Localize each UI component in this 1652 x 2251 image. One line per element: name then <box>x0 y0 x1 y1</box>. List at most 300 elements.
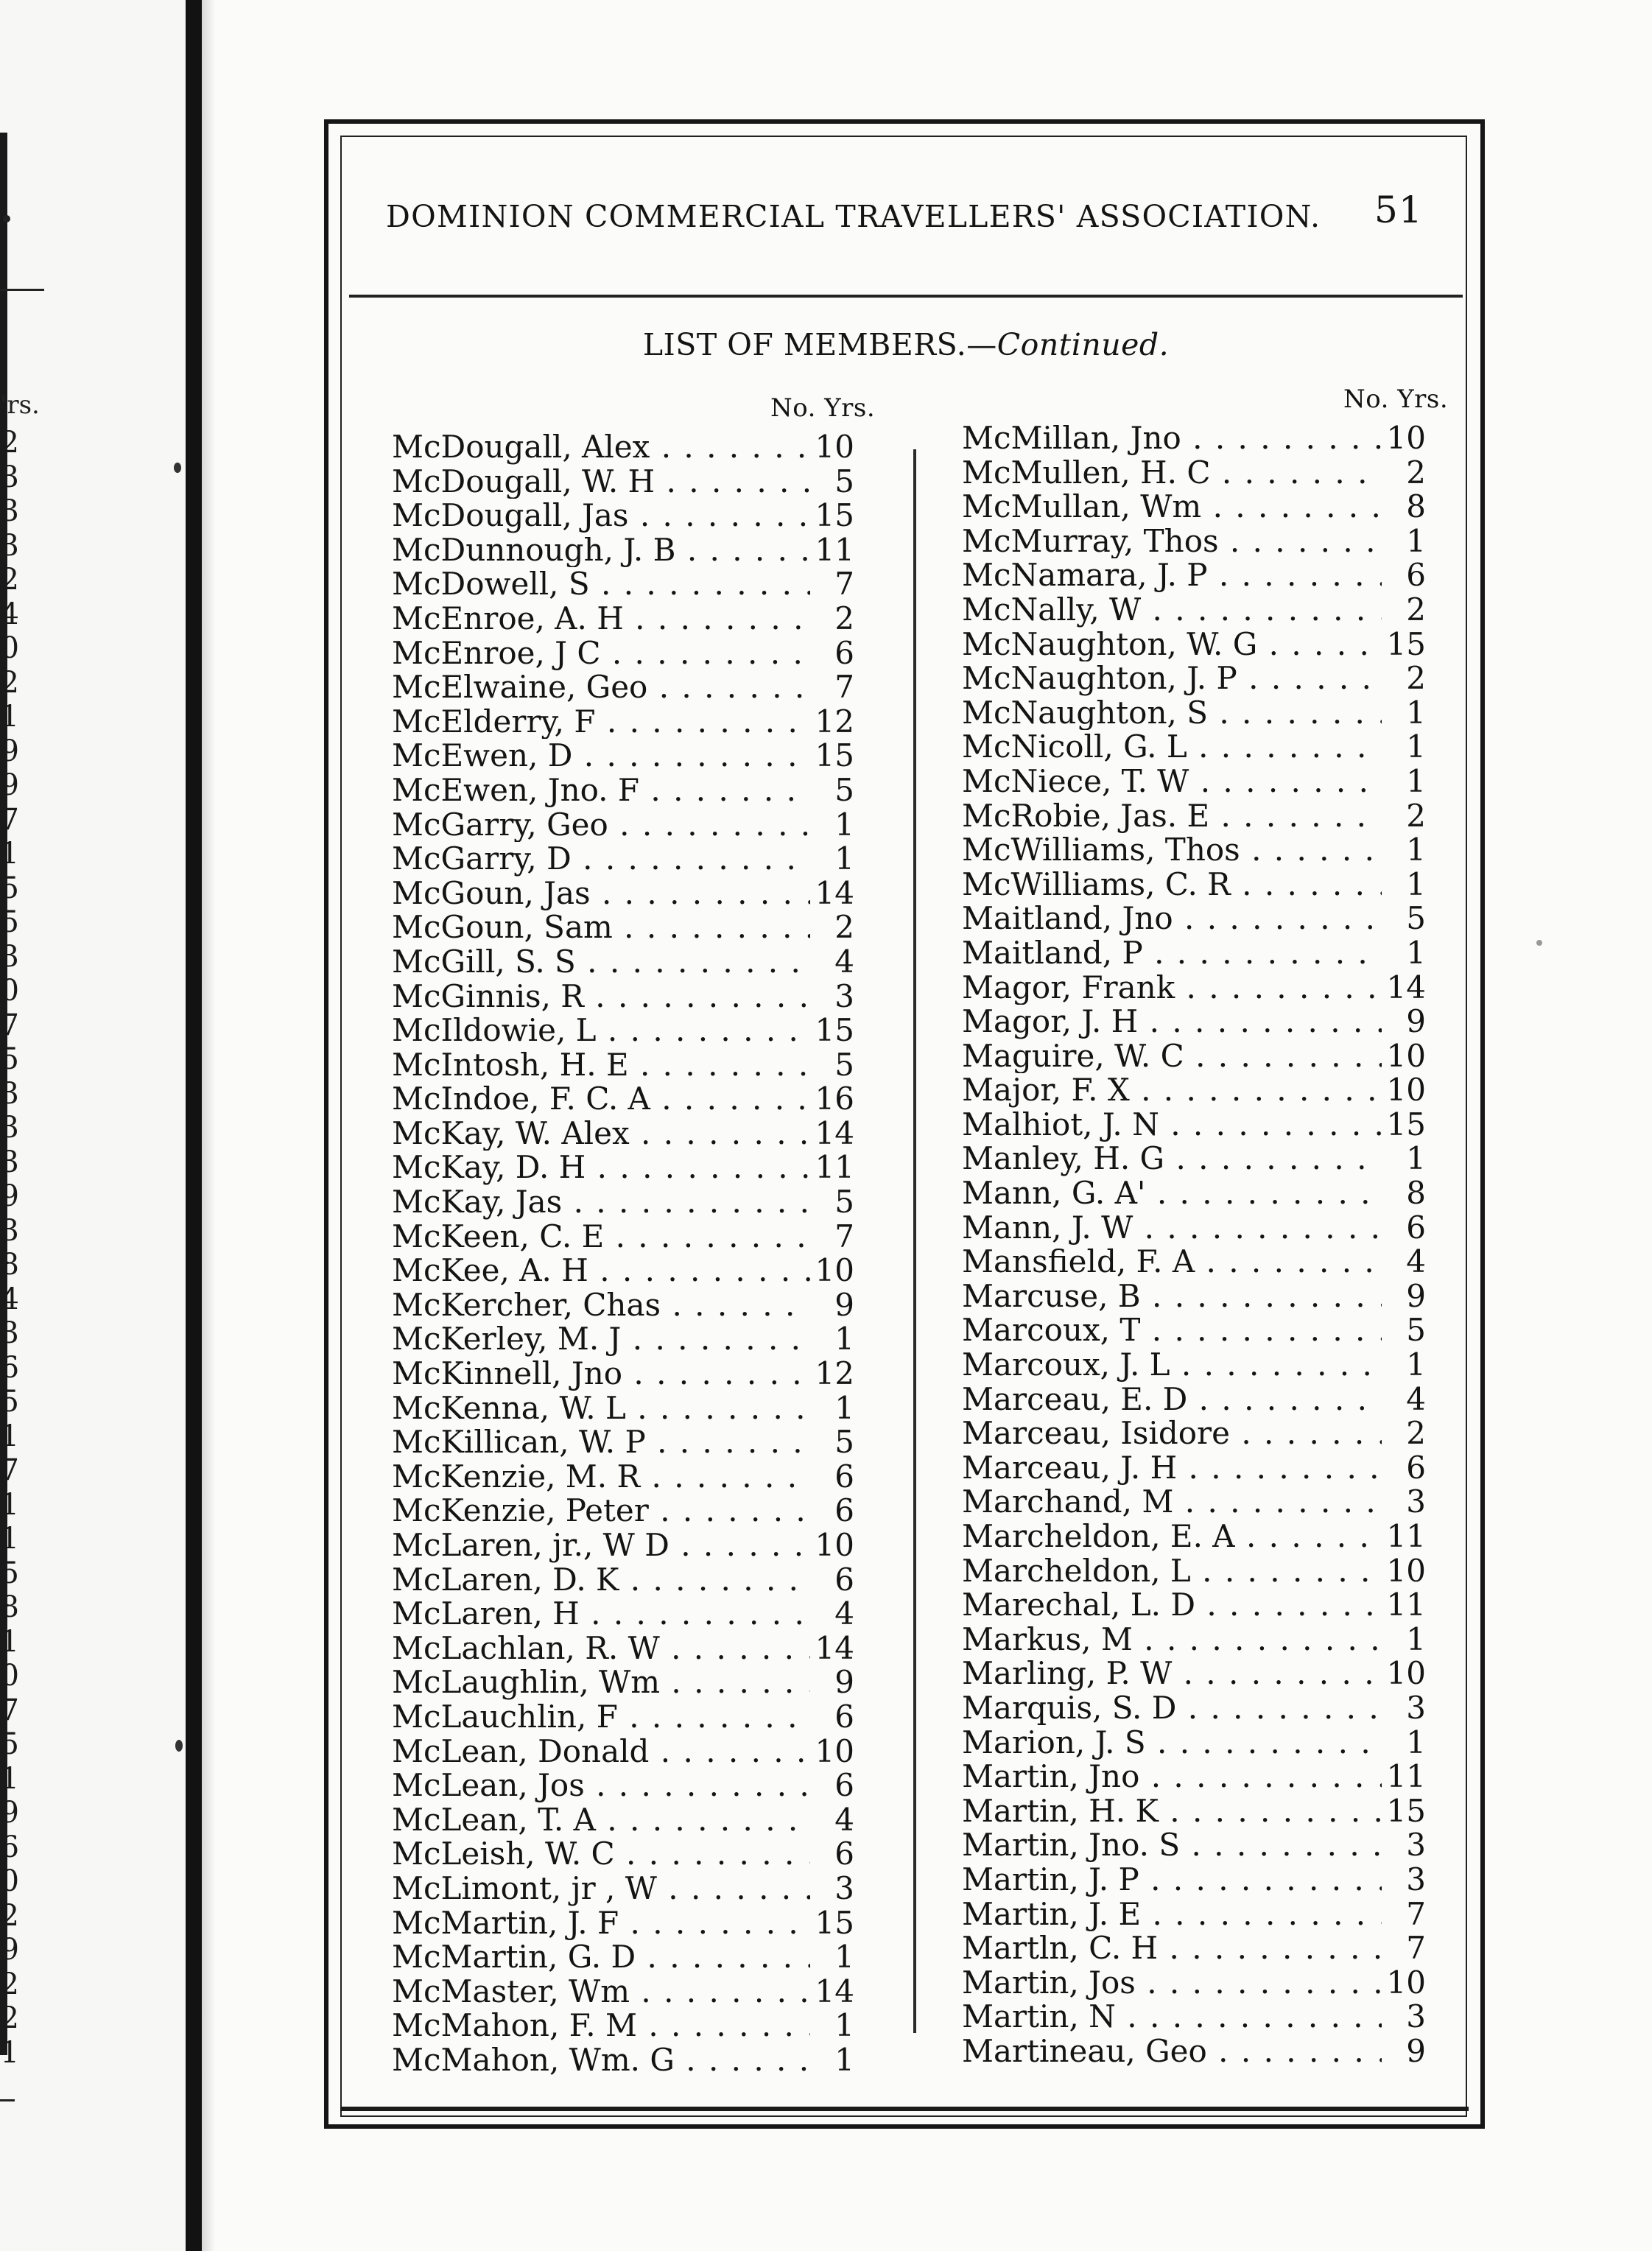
member-name: Marcheldon, L . . . <box>962 1554 1382 1589</box>
facing-page-digit: 3 <box>0 1213 19 1248</box>
member-name: Martin, H. K . . . <box>962 1794 1382 1829</box>
member-name: McKay, W. Alex . . . <box>392 1117 810 1151</box>
member-years: 2 <box>834 909 854 946</box>
member-years: 10 <box>815 429 854 465</box>
member-years: 2 <box>1406 797 1426 834</box>
member-row <box>392 602 854 636</box>
member-row <box>962 971 1426 1005</box>
member-name: McLean, Jos . . . <box>392 1769 810 1803</box>
member-years: 2 <box>1406 1415 1426 1452</box>
member-row <box>392 1288 854 1323</box>
facing-page-digit: 3 <box>0 460 19 494</box>
facing-page-digit: 5 <box>0 1727 19 1761</box>
facing-page-digit: 9 <box>0 768 19 802</box>
member-row <box>392 670 854 705</box>
facing-page-digit: 9 <box>0 734 19 768</box>
member-years: 14 <box>815 1629 854 1666</box>
left-member-list <box>392 430 854 2078</box>
member-name: McMurray, Thos . . . <box>962 524 1382 559</box>
facing-page-digit: 5 <box>0 1556 19 1590</box>
member-name: McGinnis, R . . . <box>392 980 810 1014</box>
facing-page-digit: 5 <box>0 1042 19 1076</box>
member-row <box>962 1211 1426 1246</box>
member-years: 15 <box>815 737 854 774</box>
member-years: 9 <box>1406 1003 1426 1040</box>
member-row <box>962 1416 1426 1451</box>
member-years: 1 <box>834 2041 854 2078</box>
member-row <box>962 1039 1426 1074</box>
member-name: McNiece, T. W . . . <box>962 765 1382 799</box>
member-row <box>962 2000 1426 2034</box>
member-name: Markus, M . . . <box>962 1623 1382 1657</box>
member-row <box>392 1803 854 1838</box>
member-years: 3 <box>1406 1998 1426 2035</box>
member-row <box>392 977 854 1014</box>
member-name: Marcheldon, E. A . . . <box>962 1520 1382 1554</box>
member-years: 1 <box>1406 762 1426 799</box>
member-years: 1 <box>1406 865 1426 902</box>
member-years: 15 <box>815 1904 854 1941</box>
member-name: Martineau, Geo . . . <box>962 2034 1382 2069</box>
member-name: McKerley, M. J . . . <box>392 1322 810 1357</box>
member-years: 9 <box>834 1286 854 1323</box>
member-name: Martin, Jos . . . <box>962 1966 1382 2001</box>
member-name: McLean, T. A . . . <box>392 1803 810 1838</box>
member-name: McMartin, J. F . . . <box>392 1906 810 1941</box>
member-row <box>962 1279 1426 1314</box>
member-years: 6 <box>1406 1449 1426 1486</box>
member-years: 12 <box>815 703 854 740</box>
member-name: McGarry, D . . . <box>392 842 810 877</box>
member-years: 5 <box>834 1184 854 1221</box>
member-name: McDunnough, J. B . . . <box>392 533 810 568</box>
member-row <box>392 499 854 533</box>
facing-page-column-label: 'rs. <box>0 390 40 420</box>
member-years: 9 <box>1406 2032 1426 2069</box>
member-name: McMahon, F. M . . . <box>392 2009 810 2043</box>
member-years: 6 <box>834 1767 854 1804</box>
facing-page-digit: 0 <box>0 974 19 1008</box>
member-name: Marchand, M . . . <box>962 1485 1382 1520</box>
facing-page-years-column <box>0 426 19 2070</box>
member-name: McKenzie, M. R . . . <box>392 1460 810 1495</box>
member-name: McMullan, Wm . . . <box>962 490 1382 524</box>
member-years: 8 <box>1406 488 1426 525</box>
member-years: 3 <box>834 1869 854 1906</box>
member-years: 5 <box>1406 1312 1426 1349</box>
member-years: 1 <box>1406 1140 1426 1177</box>
member-row <box>962 2034 1426 2069</box>
member-years: 6 <box>834 1836 854 1872</box>
member-row <box>392 1665 854 1700</box>
member-row <box>962 1073 1426 1108</box>
member-name: Marechal, L. D . . . <box>962 1588 1382 1623</box>
facing-page-digit: 9 <box>0 1933 19 1967</box>
member-years: 6 <box>1406 557 1426 594</box>
member-years: 1 <box>1406 934 1426 971</box>
member-row <box>962 421 1426 456</box>
member-years: 3 <box>1406 1827 1426 1864</box>
member-row <box>962 661 1426 696</box>
member-row <box>392 910 854 945</box>
member-name: McKay, D. H . . . <box>392 1151 810 1185</box>
member-row <box>392 1254 854 1288</box>
page-frame-bottom-rule <box>340 2107 1469 2111</box>
member-row <box>392 1769 854 1803</box>
member-name: McIndoe, F. C. A . . . <box>392 1082 810 1117</box>
member-years: 4 <box>834 1595 854 1632</box>
member-years: 16 <box>815 1081 854 1117</box>
member-row <box>392 1048 854 1083</box>
member-name: McKenzie, Peter . . . <box>392 1494 810 1528</box>
member-name: Martln, C. H . . . <box>962 1931 1382 1966</box>
member-name: McEwen, Jno. F . . . <box>392 773 810 808</box>
facing-page-digit: 1 <box>0 2035 19 2070</box>
member-years: 10 <box>1386 1072 1426 1109</box>
member-row <box>962 696 1426 731</box>
member-years: 15 <box>1386 625 1426 662</box>
member-row <box>392 430 854 465</box>
member-years: 4 <box>1406 1243 1426 1280</box>
member-years: 10 <box>1386 1552 1426 1589</box>
member-years: 1 <box>1406 522 1426 559</box>
member-years: 7 <box>834 1218 854 1254</box>
member-row <box>392 1837 854 1872</box>
facing-page-digit: 5 <box>0 871 19 905</box>
facing-page-digit: 2 <box>0 665 19 700</box>
member-name: McEnroe, J C . . . <box>392 636 810 671</box>
member-years: 6 <box>834 1698 854 1735</box>
member-name: McLaren, H . . . <box>392 1597 810 1632</box>
facing-page-digit: 1 <box>0 1487 19 1522</box>
member-row <box>962 1176 1426 1211</box>
member-name: McMahon, Wm. G . . . <box>392 2043 810 2078</box>
facing-page-digit: 5 <box>0 1385 19 1419</box>
member-name: McLaren, jr., W D . . . <box>392 1528 810 1563</box>
member-name: Maguire, W. C . . . <box>962 1039 1382 1074</box>
member-years: 11 <box>815 1149 854 1186</box>
facing-page-bottom-rule <box>0 2099 15 2101</box>
gutter-shadow <box>202 0 215 2251</box>
member-row <box>962 1828 1426 1863</box>
member-name: Magor, J. H . . . <box>962 1005 1382 1039</box>
member-name: McGoun, Sam . . . <box>392 910 810 945</box>
member-name: McNaughton, W. G . . . <box>962 628 1382 662</box>
header-rule <box>349 295 1463 298</box>
member-name: McEwen, D . . . <box>392 739 810 773</box>
member-name: Marling, P. W . . . <box>962 1657 1382 1691</box>
member-name: McKeen, C. E . . . <box>392 1220 810 1254</box>
member-name: McGill, S. S . . . <box>392 945 810 980</box>
member-row <box>392 1732 854 1769</box>
member-years: 5 <box>834 771 854 808</box>
member-name: Major, F. X . . . <box>962 1073 1382 1108</box>
member-years: 12 <box>815 1355 854 1392</box>
member-years: 10 <box>815 1527 854 1563</box>
member-years: 6 <box>834 1492 854 1529</box>
member-row <box>392 945 854 980</box>
member-name: McDougall, W. H . . . <box>392 465 810 499</box>
member-row <box>392 2043 854 2078</box>
section-continued: Continued. <box>997 327 1170 362</box>
member-years: 4 <box>1406 1380 1426 1417</box>
member-name: McKillican, W. P . . . <box>392 1425 810 1460</box>
member-years: 10 <box>815 1732 854 1769</box>
right-column-heading: No. Yrs. <box>1343 384 1449 414</box>
member-row <box>392 636 854 671</box>
member-name: McElwaine, Geo . . . <box>392 670 810 705</box>
member-name: McWilliams, Thos . . . <box>962 833 1382 868</box>
member-years: 9 <box>834 1664 854 1701</box>
facing-page-digit: 1 <box>0 1624 19 1659</box>
member-name: McGoun, Jas . . . <box>392 877 810 911</box>
member-row <box>962 524 1426 559</box>
member-years: 5 <box>834 1046 854 1083</box>
member-name: Mansfield, F. A . . . <box>962 1245 1382 1279</box>
member-years: 10 <box>815 1252 854 1289</box>
member-row <box>392 1528 854 1563</box>
member-row <box>392 1082 854 1117</box>
member-row <box>392 842 854 877</box>
facing-page-digit: 5 <box>0 905 19 939</box>
member-name: Maitland, P . . . <box>962 936 1382 971</box>
member-row <box>962 936 1426 971</box>
member-name: McMaster, Wm . . . <box>392 1975 810 2009</box>
running-head <box>386 189 1432 233</box>
member-row <box>962 490 1426 524</box>
member-years: 1 <box>834 1389 854 1426</box>
member-years: 15 <box>815 497 854 534</box>
facing-page-digit: 9 <box>0 1796 19 1830</box>
member-row <box>392 1357 854 1391</box>
member-name: Marion, J. S . . . <box>962 1726 1382 1760</box>
member-row <box>962 762 1426 799</box>
member-row <box>962 1348 1426 1383</box>
member-row <box>392 1597 854 1632</box>
member-years: 14 <box>815 874 854 911</box>
page-number: 51 <box>1374 189 1423 231</box>
member-years: 6 <box>834 1561 854 1598</box>
member-row <box>392 1425 854 1460</box>
facing-page-digit: 4 <box>0 597 19 631</box>
member-name: McEnroe, A. H . . . <box>392 602 810 636</box>
member-row <box>392 1014 854 1048</box>
member-name: McKinnell, Jno . . . <box>392 1357 810 1391</box>
facing-page-digit: 0 <box>0 631 19 665</box>
member-name: McLimont, jr , W . . . <box>392 1872 810 1906</box>
member-name: Martin, J. P . . . <box>962 1863 1382 1897</box>
member-years: 15 <box>815 1012 854 1049</box>
member-years: 14 <box>815 1114 854 1151</box>
member-years: 2 <box>1406 454 1426 491</box>
member-name: Mann, J. W . . . <box>962 1211 1382 1246</box>
member-name: McMartin, G. D . . . <box>392 1940 810 1975</box>
facing-page-digit: 7 <box>0 1693 19 1727</box>
member-years: 2 <box>834 600 854 636</box>
column-divider <box>913 449 916 2033</box>
member-row <box>962 902 1426 936</box>
member-years: 11 <box>815 531 854 568</box>
member-name: Magor, Frank . . . <box>962 971 1382 1005</box>
facing-page-digit: 3 <box>0 1111 19 1145</box>
member-years: 4 <box>834 1801 854 1838</box>
member-years: 5 <box>834 463 854 499</box>
facing-page-digit: 3 <box>0 1076 19 1111</box>
facing-page-digit: 3 <box>0 494 19 528</box>
member-row <box>392 567 854 602</box>
member-name: McNamara, J. P . . . <box>962 558 1382 593</box>
member-row <box>392 1906 854 1941</box>
member-years: 10 <box>1386 1964 1426 2001</box>
member-row <box>962 1005 1426 1039</box>
member-years: 1 <box>1406 1346 1426 1383</box>
member-name: McNaughton, S . . . <box>962 696 1382 731</box>
member-name: McWilliams, C. R . . . <box>962 868 1382 902</box>
member-name: McGarry, Geo . . . <box>392 808 810 843</box>
facing-page-digit: 7 <box>0 802 19 837</box>
member-row <box>962 1691 1426 1726</box>
member-name: McKay, Jas . . . <box>392 1185 810 1220</box>
facing-page-digit: 0 <box>0 1864 19 1898</box>
member-years: 2 <box>1406 591 1426 628</box>
member-years: 6 <box>834 634 854 671</box>
member-years: 15 <box>1386 1106 1426 1142</box>
member-years: 3 <box>1406 1483 1426 1520</box>
member-name: McKee, A. H . . . <box>392 1254 810 1288</box>
member-name: Marceau, Isidore . . . <box>962 1416 1382 1451</box>
member-years: 1 <box>1406 1620 1426 1657</box>
member-name: Manley, H. G . . . <box>962 1142 1382 1176</box>
facing-page-digit: 7 <box>0 1453 19 1487</box>
member-row <box>962 865 1426 902</box>
member-row <box>962 558 1426 593</box>
member-row <box>392 1629 854 1666</box>
member-row <box>392 465 854 499</box>
member-row <box>392 1114 854 1151</box>
member-years: 11 <box>1386 1587 1426 1623</box>
member-row <box>392 874 854 911</box>
member-name: McLeish, W. C . . . <box>392 1837 810 1872</box>
facing-page-period <box>3 215 10 222</box>
facing-page-digit: 1 <box>0 1761 19 1796</box>
member-name: McDougall, Alex . . . <box>392 430 810 465</box>
member-years: 4 <box>834 943 854 980</box>
member-years: 9 <box>1406 1277 1426 1314</box>
member-row <box>962 1554 1426 1589</box>
member-row <box>392 1220 854 1254</box>
member-years: 3 <box>834 977 854 1014</box>
member-years: 7 <box>1406 1930 1426 1967</box>
facing-page-digit: 8 <box>0 1590 19 1624</box>
member-row <box>962 799 1426 834</box>
member-row <box>392 1151 854 1185</box>
member-name: Marcoux, T . . . <box>962 1313 1382 1348</box>
member-name: Malhiot, J. N . . . <box>962 1108 1382 1142</box>
member-row <box>962 1657 1426 1691</box>
member-name: McLean, Donald . . . <box>392 1735 810 1769</box>
facing-page-digit: 2 <box>0 1898 19 1933</box>
member-row <box>392 1391 854 1426</box>
facing-page-digit: 3 <box>0 528 19 563</box>
member-row <box>962 1380 1426 1417</box>
facing-page-digit: 1 <box>0 700 19 734</box>
member-years: 1 <box>834 806 854 843</box>
member-years: 15 <box>1386 1792 1426 1829</box>
facing-page-digit: 2 <box>0 426 19 460</box>
member-row <box>962 1966 1426 2001</box>
right-member-list <box>962 421 1426 2069</box>
member-row <box>962 593 1426 628</box>
member-years: 7 <box>834 566 854 603</box>
member-years: 1 <box>1406 832 1426 868</box>
member-name: McLaren, D. K . . . <box>392 1563 810 1598</box>
member-name: McLauchlin, F . . . <box>392 1700 810 1735</box>
member-years: 6 <box>834 1458 854 1495</box>
facing-page-digit: 2 <box>0 563 19 597</box>
member-years: 2 <box>1406 660 1426 697</box>
facing-page-digit: 4 <box>0 1282 19 1316</box>
member-row <box>962 833 1426 868</box>
facing-page-digit: 3 <box>0 1316 19 1350</box>
facing-page-digit: 6 <box>0 1830 19 1864</box>
book-spine <box>186 0 202 2251</box>
member-name: McMillan, Jno . . . <box>962 421 1382 456</box>
member-years: 1 <box>1406 694 1426 731</box>
print-speck <box>1536 940 1542 946</box>
member-row <box>392 1869 854 1906</box>
member-years: 10 <box>1386 1655 1426 1692</box>
member-row <box>392 533 854 568</box>
member-name: Martin, Jno. S . . . <box>962 1828 1382 1863</box>
member-name: Marceau, E. D . . . <box>962 1383 1382 1417</box>
facing-page-digit: 9 <box>0 1179 19 1213</box>
member-years: 6 <box>1406 1209 1426 1246</box>
member-row <box>962 1245 1426 1279</box>
member-years: 3 <box>1406 1861 1426 1897</box>
member-row <box>962 1726 1426 1760</box>
member-years: 14 <box>1386 969 1426 1005</box>
facing-page-digit: 2 <box>0 2001 19 2035</box>
member-name: McDougall, Jas . . . <box>392 499 810 533</box>
left-column-heading: No. Yrs. <box>770 393 876 423</box>
member-name: McLachlan, R. W . . . <box>392 1632 810 1666</box>
facing-page-digit: 6 <box>0 1350 19 1385</box>
member-row <box>962 1931 1426 1966</box>
member-row <box>392 739 854 773</box>
member-row <box>962 1520 1426 1554</box>
member-name: McNally, W . . . <box>962 593 1382 628</box>
facing-page-digit: 3 <box>0 939 19 974</box>
member-years: 1 <box>1406 1724 1426 1760</box>
member-name: McRobie, Jas. E . . . <box>962 799 1382 834</box>
member-name: Marcuse, B . . . <box>962 1279 1382 1314</box>
member-name: McDowell, S . . . <box>392 567 810 602</box>
member-name: McNaughton, J. P . . . <box>962 661 1382 696</box>
member-row <box>962 1863 1426 1897</box>
member-row <box>392 1322 854 1357</box>
member-name: Martin, J. E . . . <box>962 1897 1382 1932</box>
member-name: McNicoll, G. L . . . <box>962 730 1382 765</box>
member-row <box>962 625 1426 662</box>
member-row <box>962 1794 1426 1829</box>
member-row <box>962 1760 1426 1794</box>
member-row <box>392 705 854 740</box>
member-years: 1 <box>834 840 854 877</box>
member-name: McKercher, Chas . . . <box>392 1288 810 1323</box>
section-title <box>346 327 1466 362</box>
member-row <box>962 1451 1426 1486</box>
member-name: McLaughlin, Wm . . . <box>392 1665 810 1700</box>
